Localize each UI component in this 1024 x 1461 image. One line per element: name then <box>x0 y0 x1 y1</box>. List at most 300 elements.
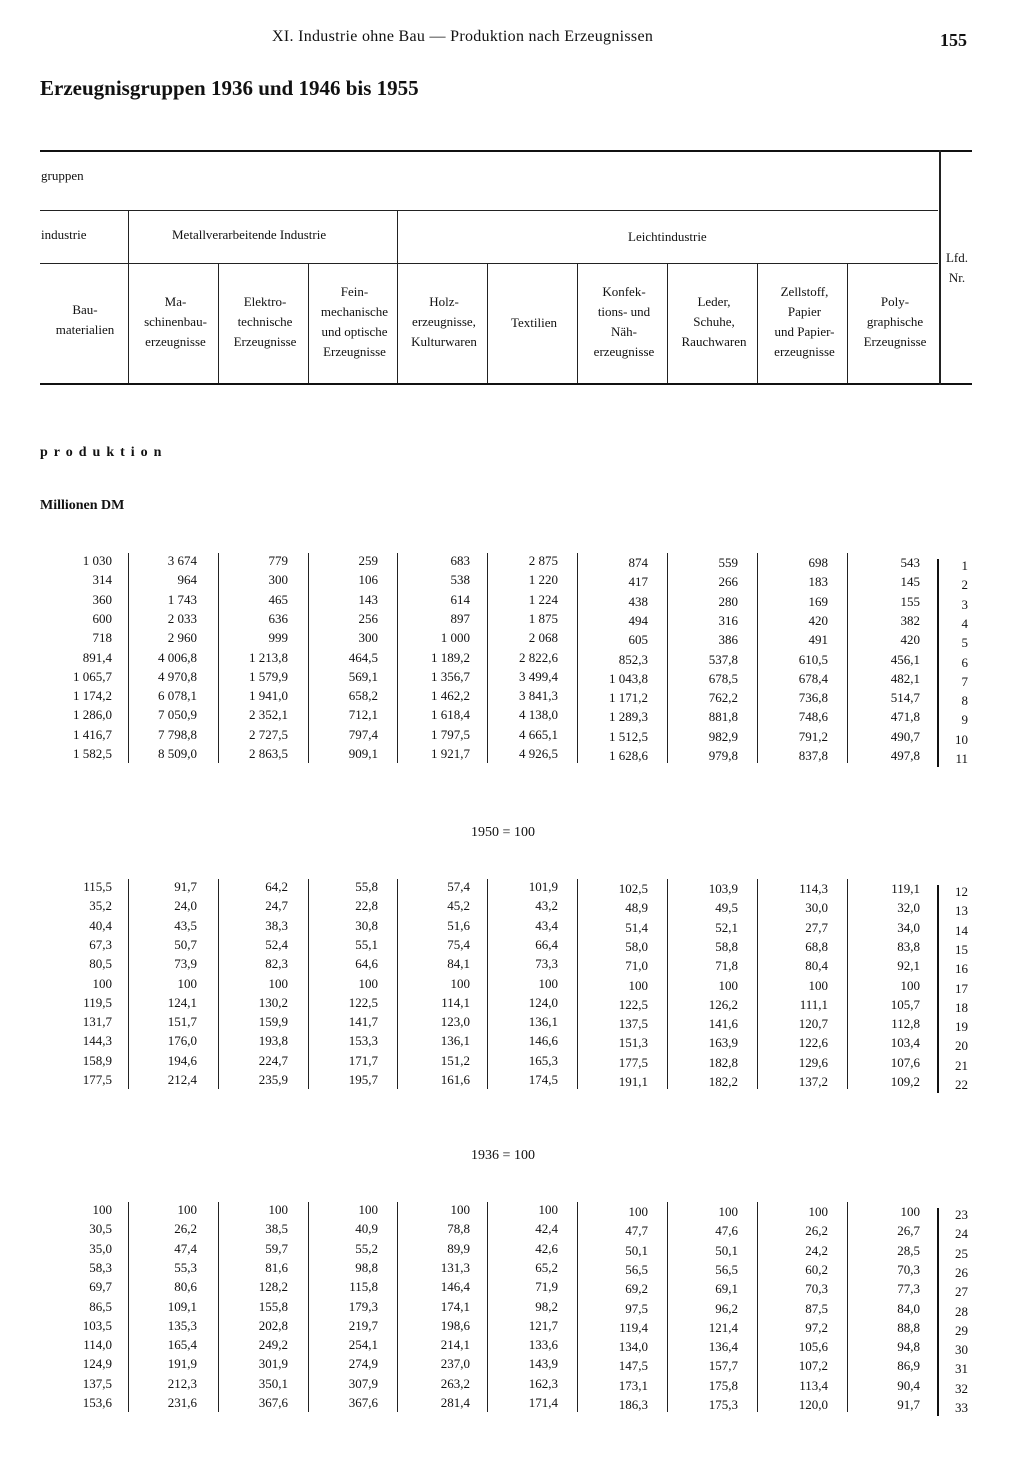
table-cell: 266 <box>718 574 738 590</box>
table-cell: 191,9 <box>167 1356 197 1372</box>
table-cell: 177,5 <box>82 1072 112 1087</box>
table-cell: 42,6 <box>535 1240 558 1256</box>
column-header-line: erzeugnisse <box>774 344 835 359</box>
column-header-line: Papier <box>787 304 822 319</box>
table-cell: 115,8 <box>349 1279 378 1295</box>
table-cell: 176,0 <box>167 1033 197 1049</box>
table-cell: 91,7 <box>897 1397 920 1412</box>
table-cell: 73,3 <box>535 956 558 972</box>
table-cell: 1 189,2 <box>431 649 470 665</box>
table-cell: 119,1 <box>891 881 920 896</box>
table-cell: 122,5 <box>348 994 378 1010</box>
table-cell: 1 462,2 <box>431 688 470 704</box>
table-cell: 27,7 <box>805 919 828 935</box>
table-cell: 307,9 <box>348 1375 378 1391</box>
table-cell: 183 <box>808 574 828 590</box>
table-cell: 1 356,7 <box>431 668 470 684</box>
column-header-0 <box>40 300 130 340</box>
table-cell: 174,5 <box>528 1072 558 1087</box>
header-top-rule <box>40 150 972 152</box>
table-cell: 100 <box>450 1202 470 1217</box>
table-cell: 50,7 <box>174 936 197 952</box>
row-lfd-number: 28 <box>955 1303 968 1319</box>
table-cell: 119,4 <box>619 1319 648 1335</box>
table-cell: 100 <box>900 1204 920 1219</box>
table-cell: 42,4 <box>535 1221 558 1237</box>
row-lfd-number: 24 <box>955 1226 968 1242</box>
table-cell: 105,6 <box>798 1339 828 1355</box>
table-cell: 69,7 <box>89 1279 112 1295</box>
table-cell: 124,9 <box>82 1356 112 1372</box>
column-header-line: schinenbau- <box>144 314 207 329</box>
table-cell: 212,4 <box>167 1072 197 1087</box>
table-cell: 360 <box>92 591 112 607</box>
table-cell: 909,1 <box>348 746 378 761</box>
table-cell: 1 797,5 <box>431 726 470 742</box>
table-cell: 100 <box>538 1202 558 1217</box>
table-cell: 367,6 <box>348 1395 378 1410</box>
table-cell: 131,7 <box>82 1014 112 1030</box>
column-header-5 <box>489 313 579 333</box>
table-cell: 107,2 <box>798 1358 828 1374</box>
table-cell: 102,5 <box>618 881 648 896</box>
table-cell: 538 <box>450 572 470 588</box>
table-cell: 543 <box>900 555 920 570</box>
table-cell: 50,1 <box>625 1242 648 1258</box>
table-cell: 131,3 <box>440 1259 470 1275</box>
table-cell: 136,1 <box>440 1033 470 1049</box>
table-cell: 417 <box>628 574 648 590</box>
table-cell: 698 <box>808 555 828 570</box>
table-cell: 120,7 <box>798 1016 828 1032</box>
table-cell: 51,4 <box>625 919 648 935</box>
header-industrie-label: industrie <box>41 227 87 242</box>
table-cell: 47,6 <box>715 1223 738 1239</box>
table-cell: 600 <box>92 610 112 626</box>
table-cell: 678,5 <box>708 670 738 686</box>
row-lfd-number: 11 <box>955 751 968 766</box>
table-cell: 1 416,7 <box>73 726 112 742</box>
table-cell: 35,2 <box>89 898 112 914</box>
column-header-line: Poly- <box>880 294 910 309</box>
row-lfd-number: 15 <box>955 941 968 957</box>
column-header-8 <box>759 282 850 362</box>
table-cell: 490,7 <box>890 728 920 744</box>
table-cell: 114,0 <box>83 1337 112 1353</box>
table-cell: 77,3 <box>897 1281 920 1297</box>
table-cell: 26,2 <box>805 1223 828 1239</box>
row-lfd-number: 16 <box>955 961 968 977</box>
table-cell: 98,2 <box>535 1298 558 1314</box>
table-cell: 1 628,6 <box>609 748 648 763</box>
table-cell: 891,4 <box>82 649 112 665</box>
table-cell: 130,2 <box>258 994 288 1010</box>
lfd-bar <box>937 885 939 1093</box>
table-cell: 2 960 <box>167 630 197 646</box>
table-cell: 82,3 <box>265 956 288 972</box>
column-header-line: erzeugnisse <box>145 334 206 349</box>
table-cell: 75,4 <box>447 936 470 952</box>
table-cell: 1 921,7 <box>431 746 470 761</box>
table-cell: 109,1 <box>167 1298 197 1314</box>
row-lfd-number: 32 <box>955 1380 968 1396</box>
table-cell: 115,5 <box>83 879 112 894</box>
table-cell: 151,2 <box>440 1052 470 1068</box>
table-cell: 979,8 <box>708 748 738 763</box>
table-cell: 2 727,5 <box>249 726 288 742</box>
row-lfd-number: 21 <box>955 1057 968 1073</box>
table-cell: 163,9 <box>708 1035 738 1051</box>
table-cell: 897 <box>450 610 470 626</box>
table-cell: 43,5 <box>174 917 197 933</box>
table-cell: 182,2 <box>708 1074 738 1089</box>
table-cell: 64,2 <box>265 879 288 894</box>
column-header-1 <box>131 292 220 352</box>
table-cell: 1 065,7 <box>73 668 112 684</box>
table-cell: 169 <box>808 593 828 609</box>
header-metall-label: Metallverarbeitende Industrie <box>172 227 327 242</box>
table-cell: 57,4 <box>447 879 470 894</box>
table-cell: 45,2 <box>447 898 470 914</box>
table-cell: 24,7 <box>265 898 288 914</box>
table-cell: 4 665,1 <box>519 726 558 742</box>
table-cell: 964 <box>177 572 197 588</box>
table-cell: 173,1 <box>618 1377 648 1393</box>
row-lfd-number: 17 <box>955 980 968 996</box>
lfd-bar <box>937 559 939 767</box>
table-cell: 678,4 <box>798 670 828 686</box>
table-cell: 636 <box>268 610 288 626</box>
table-cell: 120,0 <box>798 1397 828 1412</box>
table-cell: 59,7 <box>265 1240 288 1256</box>
header-column-divider <box>487 263 488 383</box>
table-cell: 224,7 <box>258 1052 288 1068</box>
table-cell: 100 <box>358 1202 378 1217</box>
table-cell: 51,6 <box>447 917 470 933</box>
table-cell: 797,4 <box>348 726 378 742</box>
header-column-divider <box>128 210 129 383</box>
header-lfd-line: Lfd. <box>945 250 969 265</box>
table-cell: 71,8 <box>715 958 738 974</box>
table-cell: 7 798,8 <box>158 726 197 742</box>
table-cell: 314 <box>92 572 112 588</box>
column-header-line: Erzeugnisse <box>863 334 927 349</box>
table-cell: 24,0 <box>174 898 197 914</box>
table-cell: 48,9 <box>625 900 648 916</box>
table-cell: 80,6 <box>174 1279 197 1295</box>
row-lfd-number: 31 <box>955 1361 968 1377</box>
table-cell: 90,4 <box>897 1377 920 1393</box>
row-lfd-number: 25 <box>955 1245 968 1261</box>
table-cell: 98,8 <box>355 1259 378 1275</box>
table-cell: 137,5 <box>82 1375 112 1391</box>
table-cell: 182,8 <box>708 1054 738 1070</box>
table-cell: 43,4 <box>535 917 558 933</box>
column-header-9 <box>850 292 940 352</box>
table-cell: 28,5 <box>897 1242 920 1258</box>
column-header-3 <box>310 282 399 362</box>
table-cell: 143,9 <box>528 1356 558 1372</box>
table-cell: 32,0 <box>897 900 920 916</box>
table-cell: 1 618,4 <box>431 707 470 723</box>
row-lfd-number: 22 <box>955 1077 968 1092</box>
table-cell: 94,8 <box>897 1339 920 1355</box>
table-cell: 119,5 <box>83 994 112 1010</box>
table-cell: 186,3 <box>618 1397 648 1412</box>
table-cell: 1 043,8 <box>609 670 648 686</box>
table-cell: 89,9 <box>447 1240 470 1256</box>
table-cell: 121,4 <box>708 1319 738 1335</box>
header-column-divider <box>577 263 578 383</box>
header-column-divider <box>308 263 309 383</box>
table-cell: 67,3 <box>89 936 112 952</box>
table-cell: 837,8 <box>798 748 828 763</box>
table-cell: 71,9 <box>535 1279 558 1295</box>
table-cell: 779 <box>268 553 288 568</box>
table-cell: 124,0 <box>528 994 558 1010</box>
row-lfd-number: 13 <box>955 903 968 919</box>
table-cell: 256 <box>358 610 378 626</box>
column-header-7 <box>669 292 759 352</box>
table-cell: 97,5 <box>625 1300 648 1316</box>
table-cell: 175,3 <box>708 1397 738 1412</box>
table-cell: 155,8 <box>258 1298 288 1314</box>
table-cell: 86,9 <box>897 1358 920 1374</box>
header-nr-line: Nr. <box>948 270 966 285</box>
row-lfd-number: 5 <box>961 635 968 651</box>
table-cell: 84,1 <box>447 956 470 972</box>
table-cell: 141,6 <box>708 1016 738 1032</box>
table-cell: 559 <box>718 555 738 570</box>
table-cell: 8 509,0 <box>158 746 197 761</box>
table-cell: 1 582,5 <box>73 746 112 761</box>
table-cell: 83,8 <box>897 938 920 954</box>
table-cell: 52,4 <box>265 936 288 952</box>
column-header-line: Konfek- <box>602 284 646 299</box>
table-cell: 100 <box>538 975 558 991</box>
column-header-line: Rauchwaren <box>681 334 747 349</box>
header-column-divider <box>218 263 219 383</box>
table-cell: 91,7 <box>174 879 197 894</box>
row-lfd-number: 26 <box>955 1264 968 1280</box>
header-column-divider <box>757 263 758 383</box>
table-cell: 86,5 <box>89 1298 112 1314</box>
table-cell: 113,4 <box>799 1377 828 1393</box>
table-cell: 143 <box>358 591 378 607</box>
table-cell: 73,9 <box>174 956 197 972</box>
row-lfd-number: 23 <box>955 1207 968 1222</box>
table-cell: 146,6 <box>528 1033 558 1049</box>
row-lfd-number: 30 <box>955 1342 968 1358</box>
table-cell: 748,6 <box>798 709 828 725</box>
table-cell: 105,7 <box>890 996 920 1012</box>
header-leicht-label: Leichtindustrie <box>628 229 707 244</box>
table-cell: 100 <box>808 1204 828 1219</box>
table-cell: 114,3 <box>799 881 828 896</box>
table-cell: 712,1 <box>348 707 378 723</box>
table-cell: 52,1 <box>715 919 738 935</box>
table-cell: 1 174,2 <box>73 688 112 704</box>
table-cell: 235,9 <box>258 1072 288 1087</box>
table-cell: 136,4 <box>708 1339 738 1355</box>
table-cell: 137,5 <box>618 1016 648 1032</box>
table-cell: 100 <box>718 977 738 993</box>
table-cell: 420 <box>808 612 828 628</box>
table-cell: 3 841,3 <box>519 688 558 704</box>
table-cell: 165,3 <box>528 1052 558 1068</box>
table-cell: 22,8 <box>355 898 378 914</box>
table-cell: 193,8 <box>258 1033 288 1049</box>
table-cell: 40,4 <box>89 917 112 933</box>
column-header-line: Schuhe, <box>693 314 735 329</box>
table-cell: 58,8 <box>715 938 738 954</box>
table-cell: 1 224 <box>528 591 558 607</box>
table-cell: 100 <box>177 975 197 991</box>
column-header-line: erzeugnisse, <box>412 314 476 329</box>
table-cell: 1 512,5 <box>609 728 648 744</box>
row-lfd-number: 6 <box>961 654 968 670</box>
table-cell: 2 352,1 <box>249 707 288 723</box>
table-cell: 162,3 <box>528 1375 558 1391</box>
table-cell: 80,4 <box>805 958 828 974</box>
table-cell: 26,7 <box>897 1223 920 1239</box>
table-cell: 1 875 <box>528 610 558 626</box>
page-title: Erzeugnisgruppen 1936 und 1946 bis 1955 <box>40 76 419 100</box>
table-cell: 24,2 <box>805 1242 828 1258</box>
table-cell: 55,2 <box>355 1240 378 1256</box>
table-cell: 202,8 <box>258 1317 288 1333</box>
row-lfd-number: 29 <box>955 1322 968 1338</box>
table-cell: 2 875 <box>528 553 558 568</box>
table-cell: 122,6 <box>798 1035 828 1051</box>
table-cell: 367,6 <box>258 1395 288 1410</box>
table-cell: 157,7 <box>708 1358 738 1374</box>
table-cell: 30,0 <box>805 900 828 916</box>
column-header-line: Elektro- <box>243 294 287 309</box>
table-cell: 1 289,3 <box>609 709 648 725</box>
row-lfd-number: 27 <box>955 1284 968 1300</box>
table-cell: 158,9 <box>82 1052 112 1068</box>
running-title: XI. Industrie ohne Bau — Produktion nach Erzeugnissen <box>272 28 654 45</box>
table-cell: 34,0 <box>897 919 920 935</box>
header-column-divider <box>667 263 668 383</box>
table-cell: 420 <box>900 632 920 648</box>
table-cell: 70,3 <box>897 1261 920 1277</box>
table-cell: 109,2 <box>890 1074 920 1089</box>
table-cell: 87,5 <box>805 1300 828 1316</box>
table-cell: 78,8 <box>447 1221 470 1237</box>
table-cell: 58,0 <box>625 938 648 954</box>
table-cell: 614 <box>450 591 470 607</box>
index-base-label: 1950 = 100 <box>471 825 535 840</box>
table-cell: 4 970,8 <box>158 668 197 684</box>
table-cell: 38,5 <box>265 1221 288 1237</box>
table-cell: 274,9 <box>348 1356 378 1372</box>
column-header-line: graphische <box>866 314 924 329</box>
table-cell: 70,3 <box>805 1281 828 1297</box>
table-cell: 165,4 <box>167 1337 197 1353</box>
column-header-line: mechanische <box>320 304 389 319</box>
table-cell: 7 050,9 <box>158 707 197 723</box>
row-lfd-number: 33 <box>955 1400 968 1415</box>
row-lfd-number: 8 <box>961 693 968 709</box>
table-cell: 64,6 <box>355 956 378 972</box>
table-cell: 259 <box>358 553 378 568</box>
table-cell: 103,5 <box>82 1317 112 1333</box>
table-cell: 145 <box>900 574 920 590</box>
column-header-line: Bau- <box>72 302 98 317</box>
table-cell: 175,8 <box>708 1377 738 1393</box>
column-header-line: Erzeugnisse <box>323 344 386 359</box>
table-cell: 50,1 <box>715 1242 738 1258</box>
table-cell: 128,2 <box>258 1279 288 1295</box>
table-cell: 58,3 <box>89 1259 112 1275</box>
row-lfd-number: 18 <box>955 999 968 1015</box>
table-cell: 1 171,2 <box>609 690 648 706</box>
column-header-line: Leder, <box>697 294 731 309</box>
table-cell: 219,7 <box>348 1317 378 1333</box>
header-column-divider <box>847 263 848 383</box>
column-header-6 <box>579 282 669 362</box>
table-cell: 111,1 <box>799 996 828 1012</box>
table-cell: 141,7 <box>348 1014 378 1030</box>
section-label-produktion: produktion <box>40 445 168 460</box>
table-cell: 96,2 <box>715 1300 738 1316</box>
header-lfd-nr <box>942 248 972 288</box>
table-cell: 791,2 <box>798 728 828 744</box>
table-cell: 153,6 <box>82 1395 112 1410</box>
table-cell: 122,5 <box>618 996 648 1012</box>
table-cell: 151,3 <box>618 1035 648 1051</box>
table-cell: 1 579,9 <box>249 668 288 684</box>
table-cell: 2 033 <box>167 610 197 626</box>
table-cell: 38,3 <box>265 917 288 933</box>
table-cell: 133,6 <box>528 1337 558 1353</box>
table-cell: 300 <box>358 630 378 646</box>
table-cell: 212,3 <box>167 1375 197 1391</box>
column-header-line: Erzeugnisse <box>233 334 297 349</box>
table-cell: 350,1 <box>258 1375 288 1391</box>
table-cell: 4 138,0 <box>519 707 558 723</box>
table-cell: 254,1 <box>348 1337 378 1353</box>
table-cell: 56,5 <box>625 1261 648 1277</box>
table-cell: 3 674 <box>167 553 197 568</box>
table-cell: 100 <box>268 1202 288 1217</box>
table-cell: 301,9 <box>258 1356 288 1372</box>
column-header-line: Fein- <box>340 284 369 299</box>
table-cell: 47,7 <box>625 1223 648 1239</box>
table-cell: 101,9 <box>528 879 558 894</box>
table-cell: 100 <box>92 1202 112 1217</box>
table-cell: 106 <box>358 572 378 588</box>
table-cell: 126,2 <box>708 996 738 1012</box>
row-lfd-number: 9 <box>961 712 968 728</box>
row-lfd-number: 3 <box>961 596 968 612</box>
table-cell: 100 <box>628 1204 648 1219</box>
column-header-line: materialien <box>55 322 115 337</box>
table-cell: 100 <box>268 975 288 991</box>
table-cell: 382 <box>900 612 920 628</box>
table-cell: 97,2 <box>805 1319 828 1335</box>
row-lfd-number: 14 <box>955 922 968 938</box>
table-cell: 1 286,0 <box>73 707 112 723</box>
table-cell: 280 <box>718 593 738 609</box>
column-header-4 <box>399 292 489 352</box>
column-header-line: Holz- <box>429 294 459 309</box>
table-cell: 159,9 <box>258 1014 288 1030</box>
table-cell: 718 <box>92 630 112 646</box>
table-cell: 100 <box>808 977 828 993</box>
